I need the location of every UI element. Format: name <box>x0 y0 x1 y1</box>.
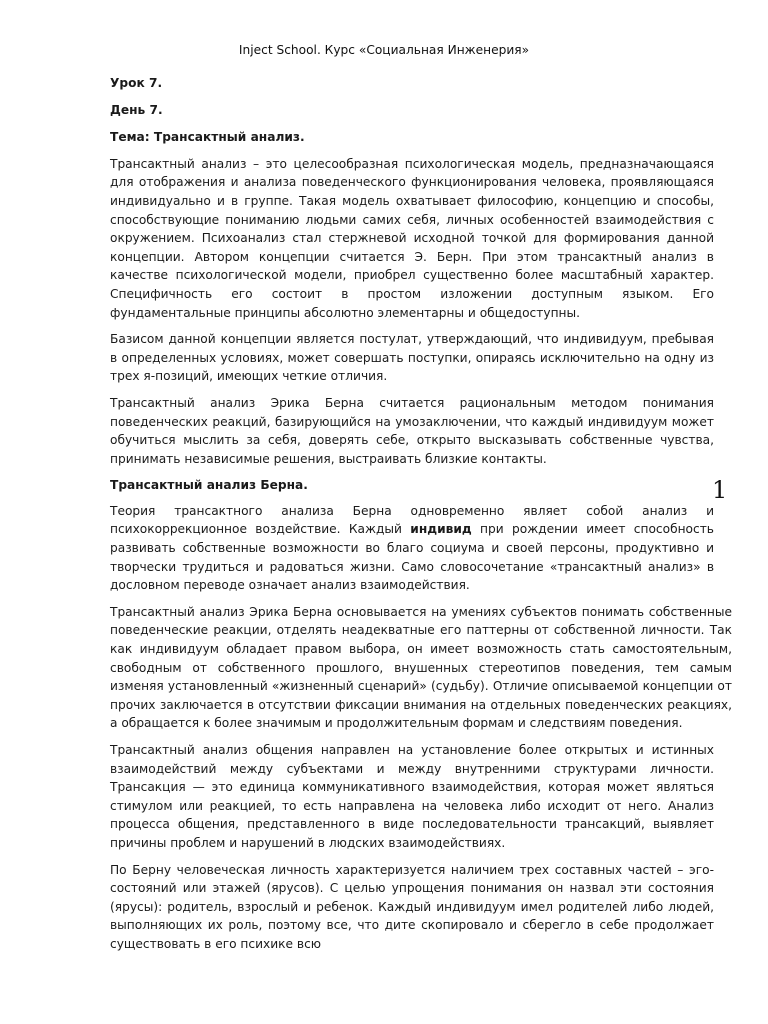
paragraph-berne-method: Трансактный анализ Эрика Берна считается рациональным методом понимания поведенческих реакций, базирующийся на умозаключении, что каждый индивидуум может обучиться мыслить за себя, доверять себе, открыто высказывать собственные чувства, принимать независимые решения, выстраивать близкие контакты. <box>110 395 714 466</box>
day-heading: День 7. <box>110 102 163 117</box>
paragraph-skills: Трансактный анализ Эрика Берна основывается на умениях субъектов понимать собственные поведенческие реакции, отделять неадекватные его паттерны от собственной личности. Так как индивидуум обладает правом выбора, он имеет возможность стать самостоятельным, свободным от собственного прошлого, внушенных стереотипов поведения, тем самым изменяя установленный «жизненный сценарий» (судьбу). Отличие описываемой концепции от прочих заключается в отсутствии фиксации внимания на отдельных поведенческих реакциях, а обращается к более значимым и продолжительным формам и следствиям поведения. <box>110 604 732 731</box>
paragraph-theory-start: Теория трансактного анализа Берна одновременно являет собой анализ и психокоррекционное воздействие. Каждый <box>110 503 714 537</box>
paragraph-theory <box>110 502 714 595</box>
paragraph-intro: Трансактный анализ – это целесообразная психологическая модель, предназначающаяся для отображения и анализа поведенческого функционирования человека, проявляющаяся индивидуально и в группе. Такая модель охватывает философию, концепцию и способы, способствующие пониманию людьми самих себя, личных особенностей взаимодействия с окружением. Психоанализ стал стержневой исходной точкой для формирования данной концепции. Автором концепции считается Э. Берн. При этом трансактный анализ в качестве психологической модели, приобрел существенно более масштабный характер. Специфичность его состоит в простом изложении доступным языком. Его фундаментальные принципы абсолютно элементарны и общедоступны. <box>110 156 714 320</box>
lesson-heading: Урок 7. <box>110 76 163 90</box>
section-title: Трансактный анализ Берна. <box>110 478 308 493</box>
paragraph-ego-states: По Берну человеческая личность характеризуется наличием трех составных частей – эго-состояний или этажей (ярусов). С целью упрощения понимания он назвал эти состояния (ярусы): родитель, взрослый и ребенок. Каждый индивидуум имел родителей либо людей, выполняющих их роль, поэтому все, что дите скопировало и сберегло в себе продолжает существовать в его психике всю <box>110 862 714 951</box>
bold-term: индивид <box>410 522 472 537</box>
paragraph-basis: Базисом данной концепции является постулат, утверждающий, что индивидуум, пребывая в определенных условиях, может совершать поступки, опираясь исключительно на одну из трех я-позиций, имеющих четкие отличия. <box>110 332 714 384</box>
page-header: Inject School. Курс «Социальная Инженерия» <box>238 43 530 57</box>
paragraph-theory-end: при рождении имеет способность развивать собственные возможности во благо социума и своей персоны, продуктивно и творчески трудиться и радоваться жизни. Само словосочетание «трансактный анализ» в дословном переводе означает анализ взаимодействия. <box>110 522 714 593</box>
topic-heading: Тема: Трансактный анализ. <box>110 130 305 145</box>
page-number: 1 <box>712 476 728 504</box>
document-body <box>110 74 732 962</box>
paragraph-communication: Трансактный анализ общения направлен на установление более открытых и истинных взаимодействий между субъектами и между внутренними структурами личности. Трансакция — это единица коммуникативного взаимодействия, которая может являться стимулом или реакцией, то есть направлена на человека либо исходит от него. Анализ процесса общения, представленного в виде последовательности трансакций, выявляет причины проблем и нарушений в людских взаимодействиях. <box>110 743 714 850</box>
